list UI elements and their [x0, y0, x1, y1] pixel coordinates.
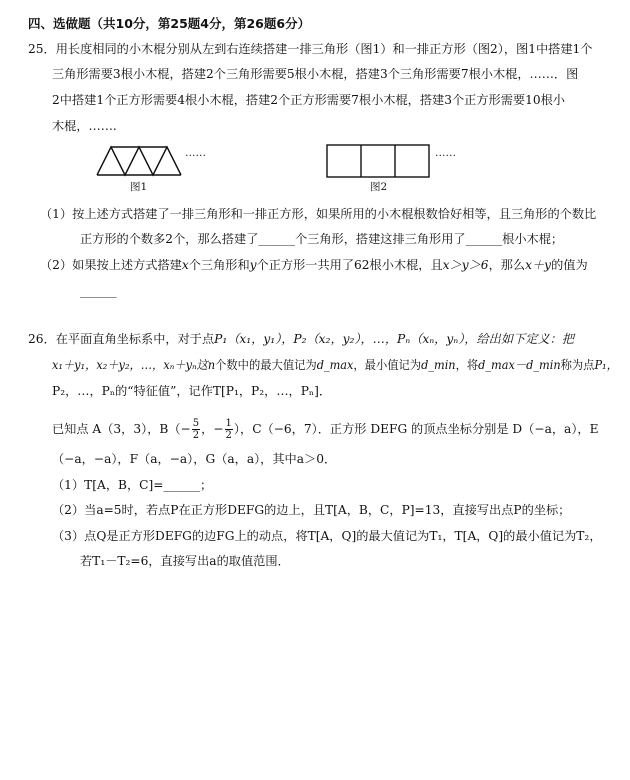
q25-sub1-blank-2[interactable]: ______	[465, 232, 503, 246]
q26-line-2-a: x₁＋y₁，x₂＋y₂，…，xₙ＋yₙ这	[52, 358, 208, 372]
q26-line-2	[52, 357, 618, 373]
q25-sub2-text-a: （2）如果按上述方式搭建	[40, 258, 182, 272]
q26-sub2: （2）当a=5时，若点P在正方形DEFG的边上，且T[A，B，C，P]=13，直接写出点P的坐标；	[52, 503, 571, 517]
q25-sub2-blank[interactable]: ______	[80, 284, 117, 298]
q25-sub1-text-c: 根小木棍；	[502, 232, 564, 246]
figure-1-caption: 图1	[130, 181, 148, 193]
figure-2-squares	[325, 143, 431, 179]
q26-sub3-line-2: 若T₁－T₂=6，直接写出a的取值范围．	[80, 554, 290, 568]
q26-line-4-b: ，−	[201, 422, 224, 436]
q26-line-4-c: ），C（−6，7）．正方形 DEFG 的顶点坐标分别是 D（−a，a），E	[233, 422, 599, 436]
q26-line-1	[28, 331, 574, 347]
q25-line-3: 2中搭建1个正方形需要4根小木棍，搭建2个正方形需要7根小木棍，搭建3个正方形需要10根小	[52, 93, 565, 107]
q25-sub1-line-1: （1）按上述方式搭建了一排三角形和一排正方形，如果所用的小木棍根数恰好相等，且三角形的个数比	[40, 207, 597, 221]
q26-sub1-end: ；	[200, 478, 213, 492]
q25-sub2-cond: x＞y＞6	[442, 258, 489, 272]
q26-line-2-e: 称为点	[560, 358, 595, 372]
q26-line-2-c: ，最小值记为	[353, 358, 422, 372]
q26-line-2-b: 个数中的最大值记为	[215, 358, 317, 372]
q25-line-4: 木棍，…….	[52, 119, 117, 133]
fraction-1-denominator: 2	[192, 430, 200, 441]
q25-sub2-text-e: 的值为	[551, 258, 588, 272]
q25-sub1-blank-1[interactable]: ______	[258, 232, 295, 246]
q26-line-1-b: P₁（x₁，y₁），P₂（x₂，y₂），…，Pₙ（xₙ，yₙ），给出如下定义：把	[214, 332, 574, 346]
q25-sub1-line-2	[80, 231, 563, 247]
q25-line-2: 三角形需要3根小木棍，搭建2个三角形需要5根小木棍，搭建3个三角形需要7根小木棍，……．图	[52, 67, 579, 81]
q26-sub1-blank[interactable]: ______	[163, 478, 200, 492]
q26-line-5: （−a，−a），F（a，−a），G（a，a），其中a＞0．	[52, 452, 337, 466]
q25-sub2-text-b: 个三角形和	[188, 258, 250, 272]
q26-line-2-d: ，将	[455, 358, 479, 372]
section-title: 四、选做题（共10分，第25题4分，第26题6分）	[28, 16, 311, 31]
figure-2-caption: 图2	[370, 181, 388, 193]
q25-sub2-line-1	[40, 257, 588, 273]
q26-n: n	[207, 358, 216, 372]
figure-1-dots: ……	[185, 147, 206, 159]
q26-line-4	[52, 418, 599, 441]
fraction-one-half	[225, 418, 233, 441]
q25-sub2-text-c: 个正方形一共用了62根小木棍，且	[256, 258, 443, 272]
fraction-2-denominator: 2	[225, 430, 232, 441]
fraction-five-halves	[192, 418, 200, 441]
q25-line-1: 25．用长度相同的小木棍分别从左到右连续搭建一排三角形（图1）和一排正方形（图2），图1中搭建1个	[28, 42, 593, 56]
fraction-1-numerator: 5	[192, 418, 200, 429]
q26-line-4-a: 已知点 A（3，3），B（−	[52, 422, 191, 436]
q25-sub2-y: y	[249, 258, 257, 272]
q25-sub2-expr: x＋y	[525, 258, 552, 272]
q26-sub1	[52, 477, 212, 493]
q26-line-3: P₂，…，Pₙ的“特征值”，记作T[P₁，P₂，…，Pₙ]．	[52, 384, 332, 398]
q26-line-1-a: 26．在平面直角坐标系中，对于点	[28, 332, 215, 346]
q25-sub2-text-d: ，那么	[488, 258, 526, 272]
q25-sub2-x: x	[181, 258, 189, 272]
q25-sub1-text-a: 正方形的个数多2个，那么搭建了	[80, 232, 259, 246]
q26-p1: P₁，	[594, 358, 618, 372]
q26-sub1-text: （1）T[A，B，C]=	[52, 478, 164, 492]
q26-dmin: d_min	[421, 358, 456, 372]
q25-sub1-text-b: 个三角形，搭建这排三角形用了	[294, 232, 466, 246]
q26-sub3-line-1: （3）点Q是正方形DEFG的边FG上的动点，将T[A，Q]的最大值记为T₁，T[A，Q]的最小值记为T₂，	[52, 529, 602, 543]
figure-1-triangles	[94, 144, 184, 178]
fraction-2-numerator: 1	[225, 418, 232, 429]
figure-2-dots: ……	[435, 147, 456, 159]
q26-diff: d_max－d_min	[478, 358, 561, 372]
q26-dmax: d_max	[316, 358, 354, 372]
